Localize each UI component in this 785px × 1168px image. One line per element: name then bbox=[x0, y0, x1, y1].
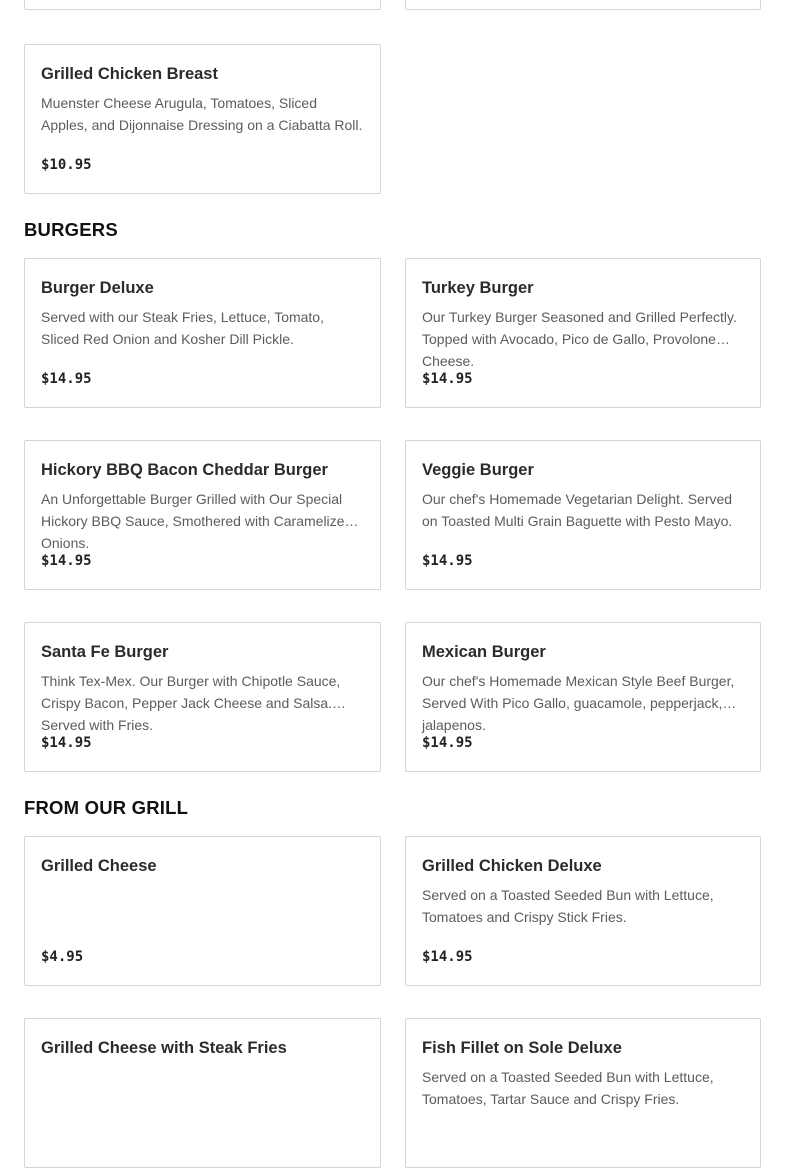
item-name: Turkey Burger bbox=[422, 279, 534, 297]
item-price: $14.95 bbox=[422, 553, 473, 569]
item-price: $14.95 bbox=[41, 735, 92, 751]
menu-item-burger-deluxe[interactable] bbox=[24, 258, 381, 408]
menu-item-veggie-burger[interactable] bbox=[405, 440, 761, 590]
item-name: Fish Fillet on Sole Deluxe bbox=[422, 1039, 622, 1057]
menu-item-grilled-chicken-breast[interactable] bbox=[24, 44, 381, 194]
item-name: Grilled Cheese bbox=[41, 857, 157, 875]
section-heading-burgers: BURGERS bbox=[24, 219, 118, 240]
item-price: $14.95 bbox=[41, 371, 92, 387]
menu-item-fish-fillet-on-sole-deluxe[interactable] bbox=[405, 1018, 761, 1168]
item-name: Santa Fe Burger bbox=[41, 643, 169, 661]
item-name: Hickory BBQ Bacon Cheddar Burger bbox=[41, 461, 328, 479]
menu-item-santa-fe-burger[interactable] bbox=[24, 622, 381, 772]
item-price: $14.95 bbox=[422, 371, 473, 387]
item-name: Burger Deluxe bbox=[41, 279, 154, 297]
menu-item-turkey-burger[interactable] bbox=[405, 258, 761, 408]
menu-item-card[interactable] bbox=[24, 0, 381, 10]
item-description: Our Turkey Burger Seasoned and Grilled Perfectly. Topped with Avocado, Pico de Gallo, Provolone Cheese. bbox=[422, 309, 737, 369]
item-name: Veggie Burger bbox=[422, 461, 534, 479]
item-name: Grilled Chicken Deluxe bbox=[422, 857, 602, 875]
item-description: Muenster Cheese Arugula, Tomatoes, Sliced Apples, and Dijonnaise Dressing on a Ciabatta Roll. bbox=[41, 95, 363, 133]
item-description: Served with our Steak Fries, Lettuce, Tomato, Sliced Red Onion and Kosher Dill Pickle. bbox=[41, 309, 324, 347]
item-description: Our chef's Homemade Mexican Style Beef Burger, Served With Pico Gallo, guacamole, pepperjack, jalapenos. bbox=[422, 673, 735, 733]
menu-item-grilled-chicken-deluxe[interactable] bbox=[405, 836, 761, 986]
item-price: $14.95 bbox=[422, 949, 473, 965]
menu-item-mexican-burger[interactable] bbox=[405, 622, 761, 772]
item-name: Mexican Burger bbox=[422, 643, 546, 661]
item-description: Think Tex-Mex. Our Burger with Chipotle Sauce, Crispy Bacon, Pepper Jack Cheese and Salsa. Served with Fries. bbox=[41, 673, 341, 733]
item-name: Grilled Chicken Breast bbox=[41, 65, 218, 83]
item-price: $4.95 bbox=[41, 949, 84, 965]
menu-item-grilled-cheese[interactable] bbox=[24, 836, 381, 986]
menu-item-grilled-cheese-with-steak-fries[interactable] bbox=[24, 1018, 381, 1168]
item-name: Grilled Cheese with Steak Fries bbox=[41, 1039, 287, 1057]
item-price: $10.95 bbox=[41, 157, 92, 173]
item-price: $14.95 bbox=[41, 553, 92, 569]
section-heading-from-our-grill: FROM OUR GRILL bbox=[24, 797, 189, 818]
item-description: An Unforgettable Burger Grilled with Our Special Hickory BBQ Sauce, Smothered with Caramelized Onions. bbox=[41, 491, 353, 551]
menu-item-card[interactable] bbox=[405, 0, 761, 10]
item-price: $14.95 bbox=[422, 735, 473, 751]
item-description: Served on a Toasted Seeded Bun with Lettuce, Tomatoes and Crispy Stick Fries. bbox=[422, 887, 714, 925]
item-description: Our chef's Homemade Vegetarian Delight. Served on Toasted Multi Grain Baguette with Pesto Mayo. bbox=[422, 491, 733, 529]
menu-item-hickory-bbq-bacon-cheddar-burger[interactable] bbox=[24, 440, 381, 590]
item-description: Served on a Toasted Seeded Bun with Lettuce, Tomatoes, Tartar Sauce and Crispy Fries. bbox=[422, 1069, 714, 1107]
